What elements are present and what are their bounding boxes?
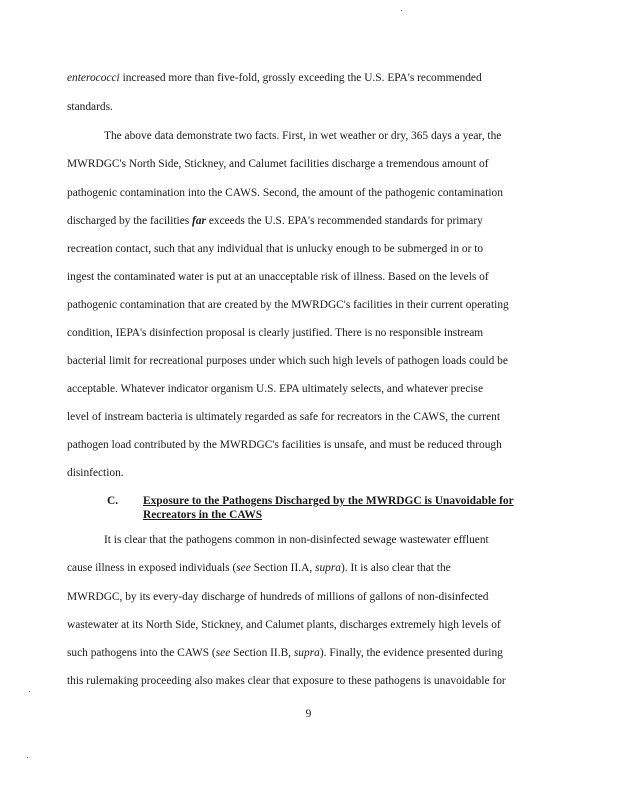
section-letter: C. — [107, 495, 119, 507]
text-line: disinfection. — [67, 467, 124, 479]
text-line: ingest the contaminated water is put at an unacceptable risk of illness. Based on the levels of — [67, 271, 489, 283]
scan-speck — [29, 691, 30, 692]
page-number: 9 — [305, 708, 312, 720]
text-line: acceptable. Whatever indicator organism U.S. EPA ultimately selects, and whatever precise — [67, 383, 484, 395]
text-line: condition, IEPA's disinfection proposal is clearly justified. There is no responsible instream — [67, 327, 484, 339]
text-line: pathogenic contamination that are created by the MWRDGC's facilities in their current operating — [67, 299, 509, 311]
text-line: pathogenic contamination into the CAWS. Second, the amount of the pathogenic contamination — [67, 187, 503, 199]
text-line: enterococci increased more than five-fold, grossly exceeding the U.S. EPA's recommended — [67, 72, 482, 84]
text-line: wastewater at its North Side, Stickney, and Calumet plants, discharges extremely high levels of — [67, 619, 501, 631]
text-line: cause illness in exposed individuals (see Section II.A, supra). It is also clear that the — [67, 562, 451, 574]
section-title-line2: Recreators in the CAWS — [143, 509, 263, 521]
text-line: It is clear that the pathogens common in non-disinfected sewage wastewater effluent — [104, 534, 489, 546]
text-line: bacterial limit for recreational purposes under which such high levels of pathogen loads could be — [67, 355, 508, 367]
text-line: MWRDGC, by its every-day discharge of hundreds of millions of gallons of non-disinfected — [67, 591, 489, 603]
text-line: discharged by the facilities far exceeds the U.S. EPA's recommended standards for primary — [67, 215, 483, 227]
section-title: Exposure to the Pathogens Discharged by the MWRDGC is Unavoidable for — [143, 495, 514, 507]
text-line: level of instream bacteria is ultimately regarded as safe for recreators in the CAWS, the current — [67, 411, 501, 423]
scan-speck — [27, 757, 28, 758]
text-line: pathogen load contributed by the MWRDGC's facilities is unsafe, and must be reduced through — [67, 439, 502, 451]
scan-speck — [401, 10, 402, 11]
text-line: MWRDGC's North Side, Stickney, and Calumet facilities discharge a tremendous amount of — [67, 158, 489, 170]
text-line: recreation contact, such that any individual that is unlucky enough to be submerged in or to — [67, 243, 484, 255]
text-line: The above data demonstrate two facts. First, in wet weather or dry, 365 days a year, the — [104, 130, 502, 142]
text-line: this rulemaking proceeding also makes clear that exposure to these pathogens is unavoidable for — [67, 675, 506, 687]
text-line: such pathogens into the CAWS (see Section II.B, supra). Finally, the evidence presented during — [67, 647, 503, 659]
text-line: standards. — [67, 101, 113, 113]
